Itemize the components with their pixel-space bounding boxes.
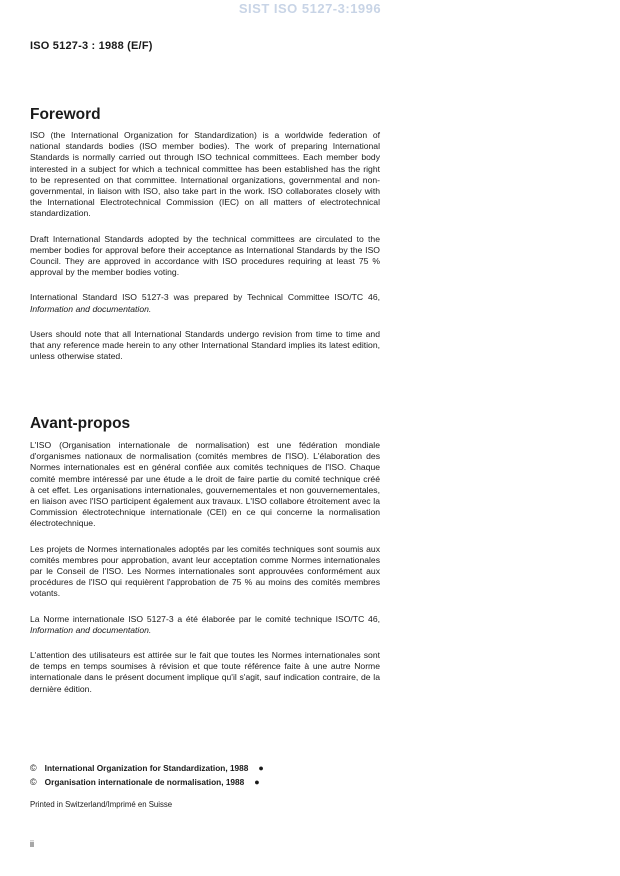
avant-propos-paragraph-3-text: La Norme internationale ISO 5127-3 a été élaborée par le comité technique ISO/TC 46,: [30, 613, 380, 624]
avant-propos-paragraph-2: Les projets de Normes internationales adoptés par les comités techniques sont soumis aux comités membres pour approbation, avant leur acceptation comme Normes internationales par le Conseil de l'ISO. Les Normes internationales sont approuvées conformément aux procédures de l'ISO qui requièrent l'approbation de 75 % au moins des comités membres votants.: [30, 543, 380, 599]
page-number: ii: [30, 839, 34, 849]
copyright-icon: ©: [30, 763, 37, 773]
copyright-icon: ©: [30, 777, 37, 787]
avant-propos-paragraph-4: L'attention des utilisateurs est attirée sur le fait que toutes les Normes internationales sont de temps en temps soumises à révision et que toute référence faite à une autre Norme internationale dans le présent document implique qu'il s'agit, sauf indication contraire, de la dernière édition.: [30, 650, 380, 694]
foreword-paragraph-3: [30, 292, 380, 314]
foreword-committee-title: Information and documentation.: [30, 303, 152, 314]
avant-propos-section: [30, 440, 380, 709]
bullet-icon: ●: [258, 763, 264, 773]
copyright-line-fr: [30, 777, 260, 787]
avant-propos-paragraph-3: [30, 614, 380, 636]
foreword-paragraph-4: Users should note that all International Standards undergo revision from time to time and that any reference made herein to any other International Standard implies its latest edition, unless otherwise stated.: [30, 328, 380, 362]
foreword-paragraph-1: ISO (the International Organization for Standardization) is a worldwide federation of national standards bodies (ISO member bodies). The work of preparing International Standards is normally carried out through ISO technical committees. Each member body interested in a subject for which a technical committee has been established has the right to be represented on that committee. International organizations, governmental and non-governmental, in liaison with ISO, also take part in the work. ISO collaborates closely with the International Electrotechnical Commission (IEC) on all matters of electrotechnical standardization.: [30, 130, 380, 219]
bullet-icon: ●: [254, 777, 260, 787]
avant-propos-paragraph-1: L'ISO (Organisation internationale de normalisation) est une fédération mondiale d'organismes nationaux de normalisation (comités membres de l'ISO). L'élaboration des Normes internationales est en général confiée aux comités techniques de l'ISO. Chaque comité membre intéressé par une étude a le droit de faire partie du comité technique créé à cet effet. Les organisations internationales, gouvernementales et non gouvernementales, en liaison avec l'ISO participent également aux travaux. L'ISO collabore étroitement avec la Commission électrotechnique internationale (CEI) en ce qui concerne la normalisation électrotechnique.: [30, 440, 380, 529]
foreword-section: [30, 130, 380, 376]
foreword-heading: Foreword: [30, 106, 101, 123]
printed-notice: Printed in Switzerland/Imprimé en Suisse: [30, 800, 173, 809]
document-id: ISO 5127-3 : 1988 (E/F): [30, 40, 153, 52]
avant-propos-committee-title: Information and documentation.: [30, 624, 152, 635]
watermark: SIST ISO 5127-3:1996: [238, 1, 382, 16]
copyright-text-fr: Organisation internationale de normalisation, 1988: [44, 777, 245, 787]
foreword-paragraph-2: Draft International Standards adopted by the technical committees are circulated to the member bodies for approval before their acceptance as International Standards by the ISO Council. They are approved in accordance with ISO procedures requiring at least 75 % approval by the member bodies voting.: [30, 233, 380, 278]
copyright-text-en: International Organization for Standardization, 1988: [44, 763, 249, 773]
copyright-line-en: [30, 763, 264, 773]
foreword-paragraph-3-text: International Standard ISO 5127-3 was prepared by Technical Committee ISO/TC 46,: [30, 292, 380, 303]
avant-propos-heading: Avant-propos: [30, 415, 131, 432]
